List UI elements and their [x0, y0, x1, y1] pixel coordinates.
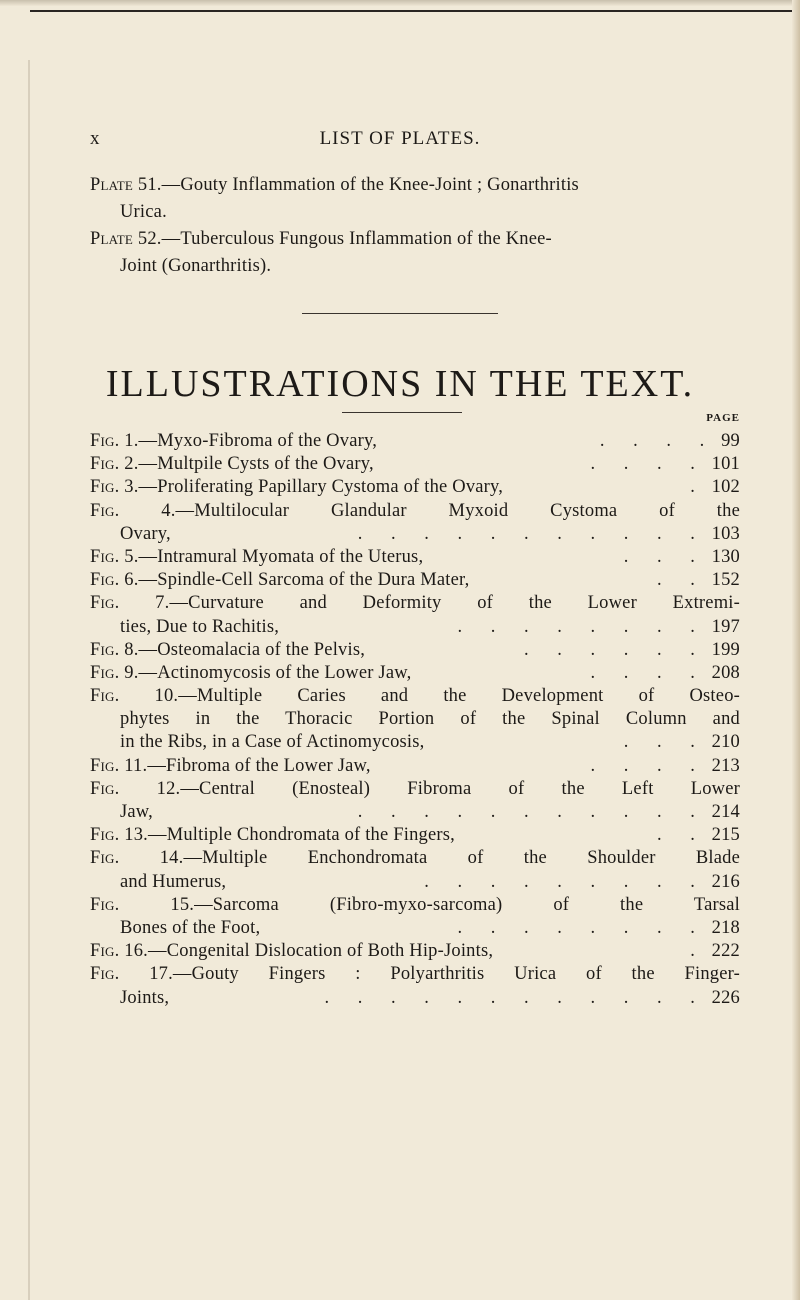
figure-title: —Proliferating Papillary Cystoma of the Ovary, [138, 477, 504, 498]
figure-entry [90, 639, 740, 662]
page-top-edge [0, 0, 800, 6]
page-ref: 226 [711, 987, 740, 1008]
figure-entry [90, 894, 740, 940]
figure-entry [90, 847, 740, 893]
figure-entry [90, 662, 740, 685]
dot-leader: . . . . . . . . [457, 917, 707, 938]
figure-label: Fig. [90, 686, 120, 707]
page-left-edge [28, 60, 30, 1300]
figure-label: Fig. [90, 546, 120, 567]
figure-label: Fig. [90, 825, 120, 846]
page-column-label: PAGE [706, 412, 740, 424]
figure-title: —Central (Enosteal) Fibroma of the Left Lower [180, 778, 740, 799]
figure-entry [90, 824, 740, 847]
figure-number: 1. [124, 431, 139, 451]
dot-leader: . . . . [599, 431, 717, 451]
page-ref: 99 [721, 431, 740, 451]
figure-title-cont: in the Ribs, in a Case of Actinomycosis, [120, 732, 425, 753]
leader-and-page [690, 476, 740, 499]
page-ref: 213 [711, 755, 740, 776]
figure-title-cont: Jaw, [120, 802, 153, 822]
figure-entry [90, 476, 740, 499]
page-header-title: LIST OF PLATES. [319, 128, 481, 149]
dot-leader: . . [656, 570, 707, 591]
figure-title-cont: ties, Due to Rachitis, [120, 616, 280, 637]
figure-label: Fig. [90, 662, 120, 683]
plate-label: Plate [90, 175, 134, 195]
figure-title: —Actinomycosis of the Lower Jaw, [138, 662, 412, 683]
figure-number: 13. [124, 825, 148, 846]
figure-title: —Gouty Fingers : Polyarthritis Urica of the Finger- [172, 964, 740, 985]
leader-and-page [657, 569, 740, 592]
figure-title: —Intramural Myomata of the Uterus, [138, 546, 424, 567]
page-ref: 218 [711, 917, 740, 938]
section-title: ILLUSTRATIONS IN THE TEXT. [105, 363, 695, 405]
figure-label: Fig. [90, 593, 120, 614]
figure-label: Fig. [90, 755, 120, 776]
plate-entry [90, 226, 730, 280]
figure-title: —Multiple Caries and the Development of Osteo- [178, 686, 740, 707]
page-ref: 222 [711, 941, 740, 962]
leader-and-page [590, 453, 740, 476]
leader-and-page [457, 616, 740, 639]
leader-and-page [690, 940, 740, 963]
dot-leader: . . . . . . . . . . . [357, 523, 707, 544]
plate-title: —Tuberculous Fungous Inflammation of the Knee- [161, 229, 552, 249]
page-ref: 216 [711, 871, 740, 892]
figure-number: 12. [156, 778, 181, 799]
figure-entry [90, 778, 740, 824]
figure-title: —Curvature and Deformity of the Lower Extremi- [169, 593, 740, 614]
plate-label: Plate [90, 229, 134, 249]
dot-leader: . . . . . . . . . . . [357, 802, 707, 822]
figure-label: Fig. [90, 964, 120, 985]
dot-leader: . . . . . . . . . . . . [324, 987, 707, 1008]
leader-and-page [424, 871, 740, 894]
figure-number: 15. [170, 894, 195, 915]
figure-number: 9. [124, 662, 139, 683]
divider-rule [342, 412, 462, 413]
figure-number: 3. [124, 477, 139, 498]
page-top-rule [30, 10, 800, 12]
figure-label: Fig. [90, 570, 120, 591]
dot-leader: . . . . . . . . [457, 616, 707, 637]
figure-title-cont: Ovary, [120, 523, 171, 544]
figure-list [90, 430, 740, 1010]
figure-label: Fig. [90, 477, 120, 498]
figure-entry [90, 755, 740, 778]
figure-title-cont: Bones of the Foot, [120, 917, 261, 938]
figure-title: —Fibroma of the Lower Jaw, [147, 755, 371, 776]
figure-number: 10. [154, 686, 179, 707]
figure-number: 7. [155, 593, 170, 614]
figure-title: —Sarcoma (Fibro-myxo-sarcoma) of the Tarsal [194, 894, 740, 915]
figure-title: —Multilocular Glandular Myxoid Cystoma of the [175, 500, 740, 521]
figure-entry [90, 963, 740, 1009]
leader-and-page [590, 662, 740, 685]
page-number: x [90, 128, 101, 149]
page-ref: 103 [711, 523, 740, 544]
figure-label: Fig. [90, 778, 120, 799]
dot-leader: . [690, 477, 707, 498]
dot-leader: . . . . . . . . . [424, 871, 707, 892]
dot-leader: . . . . [590, 755, 707, 776]
figure-title-cont: and Humerus, [120, 871, 227, 892]
page-ref: 199 [711, 639, 740, 660]
figure-label: Fig. [90, 500, 120, 521]
figure-number: 6. [124, 570, 139, 591]
plate-number: 51. [137, 175, 162, 195]
page-ref: 102 [711, 477, 740, 498]
figure-number: 14. [159, 848, 184, 869]
page-ref: 197 [711, 616, 740, 637]
figure-title-cont: phytes in the Thoracic Portion of the Spinal Column and [120, 709, 740, 730]
leader-and-page [624, 731, 740, 754]
leader-and-page [600, 430, 740, 453]
page-ref: 130 [711, 546, 740, 567]
figure-number: 2. [124, 454, 139, 475]
dot-leader: . . . . . . [523, 639, 707, 660]
divider-rule [302, 313, 498, 314]
figure-number: 4. [161, 500, 176, 521]
figure-number: 11. [124, 755, 148, 776]
figure-entry [90, 685, 740, 755]
plate-title-cont: Joint (Gonarthritis). [120, 256, 272, 276]
page-ref: 152 [711, 570, 740, 591]
figure-title: —Osteomalacia of the Pelvis, [138, 639, 366, 660]
figure-label: Fig. [90, 894, 120, 915]
figure-entry [90, 500, 740, 546]
page-ref: 210 [711, 732, 740, 753]
leader-and-page [457, 917, 740, 940]
figure-title-cont: Joints, [120, 987, 170, 1008]
page-ref: 215 [711, 825, 740, 846]
leader-and-page [624, 546, 740, 569]
figure-label: Fig. [90, 639, 120, 660]
plate-title-cont: Urica. [120, 202, 167, 222]
page-ref: 101 [711, 454, 740, 475]
figure-entry [90, 453, 740, 476]
plate-title: —Gouty Inflammation of the Knee-Joint ; Gonarthritis [161, 175, 579, 195]
figure-label: Fig. [90, 941, 120, 962]
figure-entry [90, 940, 740, 963]
figure-entry [90, 430, 740, 453]
plate-number: 52. [137, 229, 162, 249]
figure-title: —Congenital Dislocation of Both Hip-Joints, [148, 941, 494, 962]
figure-label: Fig. [90, 848, 120, 869]
figure-entry [90, 546, 740, 569]
figure-entry [90, 592, 740, 638]
figure-number: 8. [124, 639, 139, 660]
dot-leader: . . . [623, 732, 707, 753]
figure-title: —Spindle-Cell Sarcoma of the Dura Mater, [138, 570, 470, 591]
leader-and-page [657, 824, 740, 847]
dot-leader: . . . . [590, 454, 707, 475]
dot-leader: . . . [623, 546, 707, 567]
plate-entry [90, 172, 730, 226]
figure-number: 17. [149, 964, 173, 985]
figure-title: —Myxo-Fibroma of the Ovary, [138, 431, 378, 451]
figure-label: Fig. [90, 431, 120, 451]
page-ref: 214 [711, 802, 740, 822]
page-right-edge [792, 0, 800, 1300]
leader-and-page [524, 639, 740, 662]
leader-and-page [324, 987, 740, 1010]
figure-number: 16. [124, 941, 148, 962]
page-ref: 208 [711, 662, 740, 683]
figure-label: Fig. [90, 454, 120, 475]
dot-leader: . . . . [590, 662, 707, 683]
leader-and-page [358, 523, 740, 546]
running-head [90, 128, 710, 154]
figure-title: —Multiple Chondromata of the Fingers, [148, 825, 455, 846]
figure-entry [90, 569, 740, 592]
figure-number: 5. [124, 546, 139, 567]
leader-and-page [590, 755, 740, 778]
dot-leader: . . [656, 825, 707, 846]
leader-and-page [358, 801, 740, 824]
figure-title: —Multpile Cysts of the Ovary, [138, 454, 374, 475]
dot-leader: . [690, 941, 707, 962]
figure-title: —Multiple Enchondromata of the Shoulder Blade [183, 848, 741, 869]
